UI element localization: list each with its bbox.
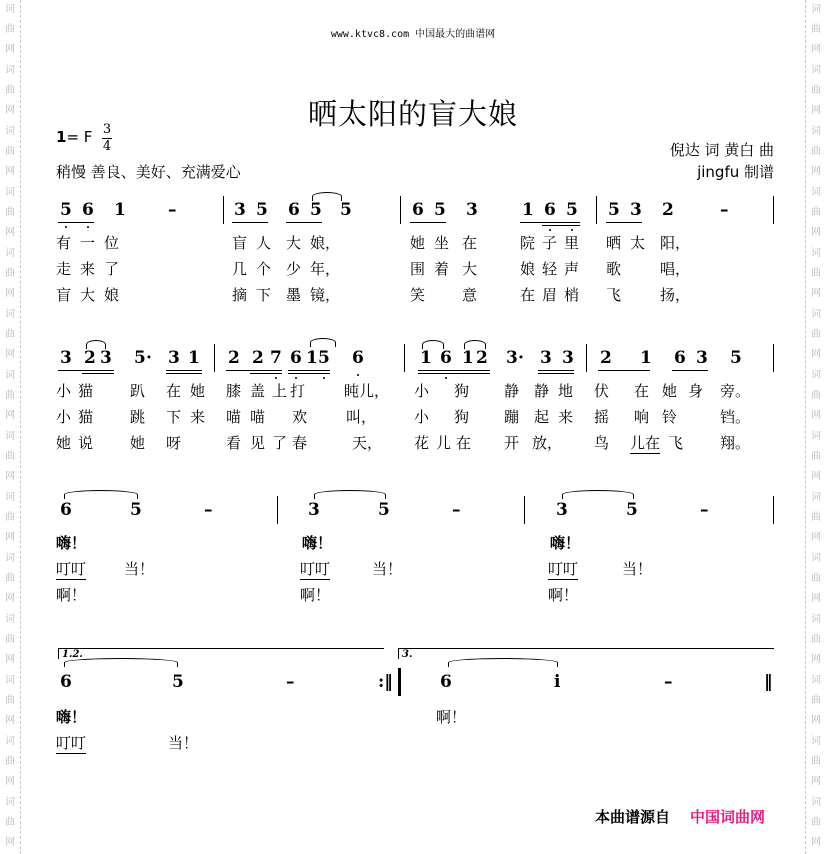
watermark-group (811, 244, 821, 305)
watermark-group (5, 244, 15, 305)
note: 6 (440, 672, 452, 692)
source-brand-link[interactable]: 中国词曲网 (690, 808, 766, 826)
note: 1 (188, 348, 200, 368)
watermark-group (5, 610, 15, 671)
lyric-verse-3: 她 说 她 呀 看 见 了 春 天， 花 儿 在 开 放， 鸟 儿在 飞 翔。 (56, 434, 751, 452)
note: 7 (270, 348, 282, 368)
dash: – (452, 500, 461, 520)
note: 2 (84, 348, 96, 368)
watermark-char: 网 (5, 105, 15, 116)
watermark-group (5, 671, 15, 732)
watermark-char: 网 (5, 654, 15, 665)
key-tonic: 1 (56, 128, 67, 146)
dash: – (720, 200, 729, 220)
note: 1 (306, 348, 318, 368)
watermark-char: 曲 (5, 146, 15, 157)
barline (398, 668, 401, 696)
key-name: F (83, 128, 93, 146)
note: 5 (434, 200, 446, 220)
authors: 倪达 词 黄白 曲 (669, 141, 774, 159)
note: 5 (730, 348, 742, 368)
watermark-char: 网 (811, 532, 821, 543)
note: 1 (420, 348, 432, 368)
watermark-char: 网 (811, 837, 821, 848)
lyrics-block (56, 230, 776, 308)
note: 1 (640, 348, 652, 368)
watermark-char: 词 (5, 492, 15, 503)
watermark-char: 词 (811, 675, 821, 686)
notation-line (56, 190, 776, 230)
watermark-char: 词 (811, 4, 821, 15)
watermark-char: 词 (811, 65, 821, 76)
key-equals: = (66, 128, 80, 146)
score-system-2 (56, 338, 776, 456)
watermark-char: 网 (5, 471, 15, 482)
engraver: jingfu 制谱 (697, 163, 774, 181)
watermark-char: 曲 (5, 85, 15, 96)
note: 6 (544, 200, 556, 220)
dash: – (204, 500, 213, 520)
watermark-char: 网 (5, 532, 15, 543)
note: 5 (130, 500, 142, 520)
repeat-end-barline: :‖ (378, 672, 393, 692)
watermark-char: 词 (5, 309, 15, 320)
lyric-verse-2: 走 来 了 几 个 少 年， 围 着 大 娘 轻 声 歌 唱， (56, 260, 691, 278)
note: 5 (134, 348, 146, 368)
lyric-verse-2: 小 猫 跳 下 来 喵 喵 欢 叫， 小 狗 蹦 起 来 摇 响 铃 铛。 (56, 408, 751, 426)
dash: – (700, 500, 709, 520)
dot: · (146, 348, 152, 368)
watermark-group (811, 366, 821, 427)
lyrics-block (56, 704, 776, 756)
watermark-char: 网 (811, 776, 821, 787)
score-system-1 (56, 190, 776, 308)
note: 5 (566, 200, 578, 220)
barline (214, 344, 215, 372)
note: 1 (462, 348, 474, 368)
watermark-char: 网 (5, 227, 15, 238)
watermark-char: 曲 (811, 451, 821, 462)
note: 5 (172, 672, 184, 692)
note: 2 (600, 348, 612, 368)
watermark-char: 网 (811, 166, 821, 177)
barline (277, 496, 278, 524)
credits (670, 139, 774, 183)
watermark-char: 词 (811, 187, 821, 198)
watermark-char: 曲 (811, 268, 821, 279)
note: 5 (626, 500, 638, 520)
dash: – (664, 672, 673, 692)
watermark-char: 网 (5, 166, 15, 177)
watermark-char: 曲 (811, 512, 821, 523)
barline (400, 196, 401, 224)
note: 5 (318, 348, 330, 368)
lyric-verse-1: 有 一 位 盲 人 大 娘， 她 坐 在 院 子 里 晒 太 阳， (56, 234, 691, 252)
watermark-char: 网 (811, 227, 821, 238)
dot: · (518, 348, 524, 368)
watermark-char: 曲 (811, 85, 821, 96)
note: 3 (308, 500, 320, 520)
watermark-char: 词 (811, 492, 821, 503)
watermark-char: 词 (811, 736, 821, 747)
notation-line (56, 662, 776, 702)
watermark-char: 曲 (811, 207, 821, 218)
note: 6 (60, 500, 72, 520)
note: 3 (696, 348, 708, 368)
watermark-group (811, 732, 821, 793)
watermark-char: 词 (5, 675, 15, 686)
barline (586, 344, 587, 372)
note: 1 (522, 200, 534, 220)
note: 6 (60, 672, 72, 692)
barline (524, 496, 525, 524)
note: 3 (234, 200, 246, 220)
watermark-char: 网 (5, 715, 15, 726)
barline (773, 496, 774, 524)
watermark-char: 网 (5, 410, 15, 421)
note: 2 (662, 200, 674, 220)
watermark-char: 曲 (811, 329, 821, 340)
note: 3 (168, 348, 180, 368)
watermark-char: 网 (811, 471, 821, 482)
watermark-char: 网 (811, 593, 821, 604)
note: 5 (608, 200, 620, 220)
watermark-char: 网 (5, 349, 15, 360)
note: 3 (100, 348, 112, 368)
watermark-char: 词 (811, 614, 821, 625)
watermark-char: 词 (5, 187, 15, 198)
watermark-char: 词 (5, 4, 15, 15)
notation-line (56, 490, 776, 530)
score-system-3 (56, 490, 776, 608)
lyrics-block (56, 530, 776, 608)
watermark-group (811, 183, 821, 244)
watermark-char: 曲 (811, 695, 821, 706)
watermark-char: 曲 (811, 24, 821, 35)
watermark-char: 曲 (811, 146, 821, 157)
watermark-char: 词 (5, 248, 15, 259)
volta-1-2: 1.2. (58, 648, 384, 659)
note-with-fermata: i (554, 672, 561, 692)
watermark-char: 曲 (5, 573, 15, 584)
watermark-char: 词 (5, 614, 15, 625)
watermark-char: 网 (811, 349, 821, 360)
watermark-char: 曲 (811, 756, 821, 767)
watermark-char: 网 (5, 837, 15, 848)
note: 3 (540, 348, 552, 368)
watermark-char: 曲 (5, 451, 15, 462)
watermark-char: 曲 (5, 24, 15, 35)
watermark-char: 曲 (811, 390, 821, 401)
note: 6 (440, 348, 452, 368)
watermark-group (811, 305, 821, 366)
note: 6 (288, 200, 300, 220)
note: 3 (60, 348, 72, 368)
source-footer (595, 806, 765, 827)
watermark-group (811, 488, 821, 549)
note: 6 (412, 200, 424, 220)
barline (773, 344, 774, 372)
watermark-char: 词 (811, 553, 821, 564)
watermark-group (5, 305, 15, 366)
note: 5 (340, 200, 352, 220)
watermark-char: 网 (5, 288, 15, 299)
watermark-char: 网 (811, 410, 821, 421)
watermark-char: 词 (5, 553, 15, 564)
watermark-char: 词 (811, 309, 821, 320)
song-title: 晒太阳的盲大娘 (307, 97, 518, 131)
watermark-char: 曲 (811, 573, 821, 584)
watermark-char: 网 (811, 105, 821, 116)
watermark-char: 网 (5, 44, 15, 55)
watermark-group (5, 366, 15, 427)
watermark-char: 网 (811, 715, 821, 726)
watermark-group (5, 427, 15, 488)
notation-line (56, 338, 776, 378)
watermark-char: 曲 (5, 268, 15, 279)
source-label: 本曲谱源自 (595, 808, 671, 826)
lyric-verse-3: 啊！ 啊！ 啊！ (56, 586, 579, 604)
note: 6 (290, 348, 302, 368)
watermark-char: 曲 (5, 390, 15, 401)
barline (223, 196, 224, 224)
watermark-group (5, 732, 15, 793)
watermark-group (5, 793, 15, 854)
watermark-char: 词 (5, 736, 15, 747)
watermark-char: 词 (811, 248, 821, 259)
tempo-expression: 稍慢 善良、美好、充满爱心 (56, 163, 241, 181)
note: 5 (256, 200, 268, 220)
lyric-verse-1: 嗨！ 嗨！ 嗨！ (56, 534, 581, 552)
watermark-char: 词 (811, 797, 821, 808)
note: 1 (114, 200, 126, 220)
lyric-verse-1: 小 猫 趴 在 她 膝 盖 上 打 盹儿， 小 狗 静 静 地 伏 在 她 身 旁。 (56, 382, 751, 400)
watermark-char: 曲 (5, 329, 15, 340)
watermark-group (5, 488, 15, 549)
note: 3 (562, 348, 574, 368)
note: 2 (252, 348, 264, 368)
watermark-char: 词 (811, 370, 821, 381)
watermark-group (811, 549, 821, 610)
final-barline: ‖ (764, 672, 773, 692)
watermark-group (811, 610, 821, 671)
time-signature (102, 123, 112, 154)
watermark-group (811, 427, 821, 488)
note: 3 (630, 200, 642, 220)
watermark-group (811, 671, 821, 732)
note: 3 (506, 348, 518, 368)
dash: – (286, 672, 295, 692)
note: 6 (82, 200, 94, 220)
lyric-verse-3: 盲 大 娘 摘 下 墨 镜， 笑 意 在 眉 梢 飞 扬， (56, 286, 691, 304)
watermark-char: 曲 (5, 634, 15, 645)
barline (773, 196, 774, 224)
lyrics-block (56, 378, 776, 456)
score-system-4 (56, 648, 776, 752)
watermark-char: 网 (5, 593, 15, 604)
barline (404, 344, 405, 372)
watermark-group (5, 183, 15, 244)
watermark-char: 曲 (811, 817, 821, 828)
note: 6 (674, 348, 686, 368)
watermark-char: 词 (811, 126, 821, 137)
note: 5 (310, 200, 322, 220)
time-denominator: 4 (102, 139, 112, 154)
watermark-char: 曲 (5, 207, 15, 218)
watermark-char: 网 (811, 654, 821, 665)
lyric-verse-1: 嗨！ 啊！ (56, 708, 467, 726)
watermark-char: 词 (5, 797, 15, 808)
watermark-char: 词 (5, 370, 15, 381)
watermark-char: 词 (5, 126, 15, 137)
note: 3 (556, 500, 568, 520)
barline (596, 196, 597, 224)
watermark-char: 词 (5, 431, 15, 442)
key-signature (56, 128, 92, 146)
dash: – (168, 200, 177, 220)
watermark-char: 曲 (5, 512, 15, 523)
watermark-char: 网 (811, 288, 821, 299)
lyric-verse-2: 叮叮 当！ 叮叮 当！ 叮叮 当！ (56, 560, 653, 578)
watermark-char: 曲 (5, 817, 15, 828)
volta-3: 3. (398, 648, 774, 659)
watermark-group (811, 793, 821, 854)
watermark-char: 曲 (5, 695, 15, 706)
lyric-verse-2: 叮叮 当！ (56, 734, 199, 752)
note: 6 (352, 348, 364, 368)
site-header: www.ktvc8.com 中国最大的曲谱网 (330, 29, 496, 40)
watermark-char: 网 (5, 776, 15, 787)
note: 5 (378, 500, 390, 520)
note: 2 (476, 348, 488, 368)
note: 3 (466, 200, 478, 220)
time-numerator: 3 (102, 122, 112, 137)
watermark-char: 曲 (5, 756, 15, 767)
watermark-char: 词 (811, 431, 821, 442)
watermark-char: 词 (5, 65, 15, 76)
note: 5 (60, 200, 72, 220)
watermark-char: 曲 (811, 634, 821, 645)
watermark-group (5, 549, 15, 610)
watermark-char: 网 (811, 44, 821, 55)
note: 2 (228, 348, 240, 368)
